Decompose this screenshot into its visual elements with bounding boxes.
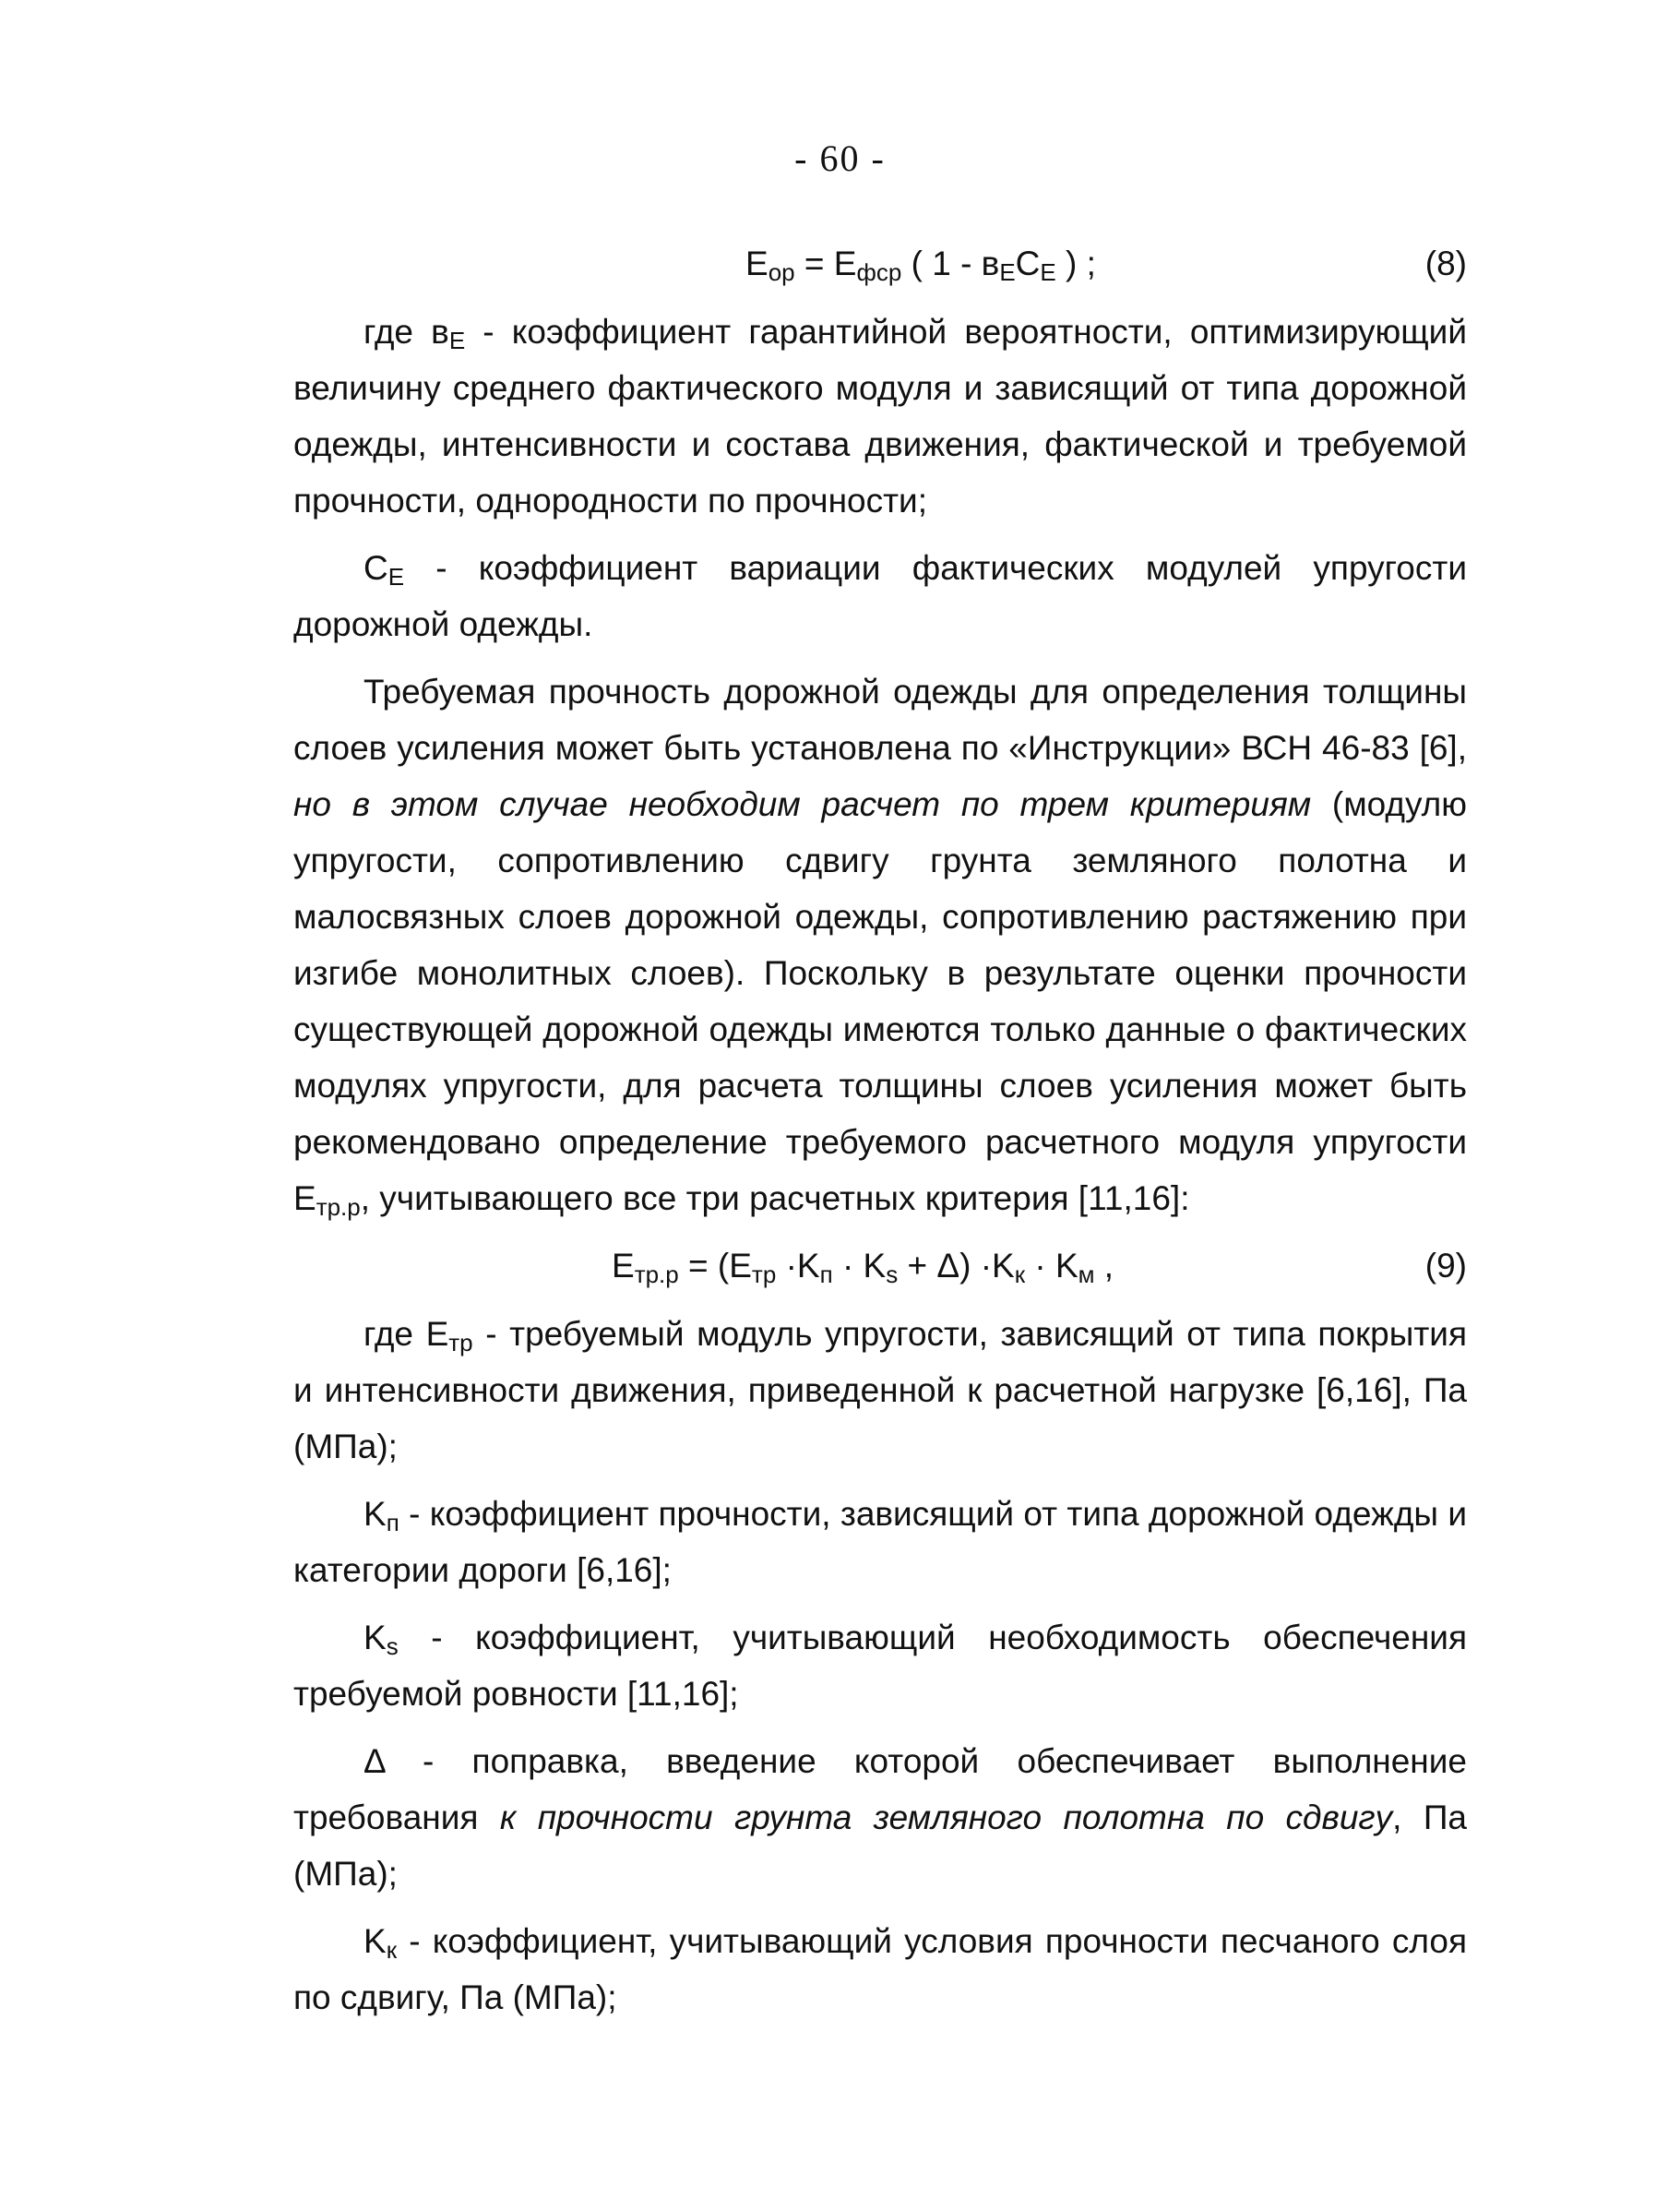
formula-8-mid2-sub: E	[1040, 258, 1056, 286]
definition-be-text: - коэффициент гарантийной вероятности, оптимизирующий величину среднего фактического модуля и зависящий от типа дорожной одежды, интенсивности и состава движения, фактической и требуемой прочности, однородности по прочности;	[293, 313, 1467, 520]
formula-9-d: · K	[832, 1247, 887, 1285]
formula-8	[293, 235, 1467, 293]
definition-kk-prefix: K	[363, 1922, 387, 1960]
definition-kk-sub: к	[386, 1936, 398, 1964]
definition-delta	[293, 1733, 1467, 1902]
formula-8-rhs-sub: фср	[856, 258, 902, 286]
formula-8-number: (8)	[1424, 245, 1467, 282]
formula-9-a: E	[612, 1247, 635, 1285]
definition-etr-sub: тр	[448, 1329, 473, 1356]
definition-etr	[293, 1306, 1467, 1475]
formula-8-mid: ( 1 - в	[901, 245, 1000, 282]
formula-9-expression	[612, 1237, 1114, 1294]
page-number: - 60 -	[794, 137, 886, 179]
definition-ce-sub: E	[387, 563, 405, 591]
definition-ks-prefix: K	[363, 1619, 387, 1656]
main-paragraph-text-before: Требуемая прочность дорожной одежды для определения толщины слоев усиления может быть установлена по «Инструкции» ВСН 46-83 [6],	[293, 673, 1467, 767]
definition-kp-sub: п	[386, 1509, 399, 1536]
formula-8-expression	[745, 235, 1096, 292]
definition-be-sub: E	[448, 327, 466, 354]
formula-8-eq: = E	[794, 245, 857, 282]
formula-8-lhs-sub: ор	[768, 258, 795, 286]
definition-delta-italic: к прочности грунта земляного полотна по сдвигу	[499, 1799, 1393, 1836]
formula-9-f: · K	[1025, 1247, 1078, 1285]
formula-9-d-sub: s	[886, 1261, 899, 1288]
definition-ce-prefix: C	[363, 549, 388, 587]
formula-8-mid-sub: E	[999, 258, 1016, 286]
definition-etr-prefix: где E	[363, 1315, 449, 1353]
definition-ce-text: - коэффициент вариации фактических модулей упругости дорожной одежды.	[293, 549, 1467, 643]
formula-9-a-sub: тр.р	[634, 1261, 679, 1288]
formula-9-e-sub: к	[1014, 1261, 1026, 1288]
definition-delta-text-after: , Па (МПа);	[293, 1799, 1468, 1893]
definition-kk-text: - коэффициент, учитывающий условия прочности песчаного слоя по сдвигу, Па (МПа);	[293, 1922, 1467, 2016]
main-paragraph-italic: но в этом случае необходим расчет по трем критериям	[293, 785, 1312, 823]
definition-ks	[293, 1609, 1467, 1722]
definition-ks-text: - коэффициент, учитывающий необходимость обеспечения требуемой ровности [11,16];	[293, 1619, 1467, 1713]
definition-be-prefix: где в	[363, 313, 449, 351]
formula-9-c-sub: п	[819, 1261, 833, 1288]
definition-be	[293, 304, 1467, 529]
formula-8-close: ) ;	[1055, 245, 1096, 282]
definition-ce	[293, 540, 1467, 652]
main-paragraph	[293, 663, 1467, 1226]
formula-9-number: (9)	[1424, 1247, 1467, 1285]
main-paragraph-text-after: (модулю упругости, сопротивлению сдвигу грунта земляного полотна и малосвязных слоев дорожной одежды, сопротивлению растяжению при изгибе монолитных слоев). Поскольку в результате оценки прочности существующей дорожной одежды имеются только данные о фактических модулях упругости, для расчета толщины слоев усиления может быть рекомендовано определение требуемого расчетного модуля упругости E	[293, 785, 1468, 1217]
main-paragraph-sub: тр.р	[316, 1193, 361, 1221]
definition-kk	[293, 1913, 1467, 2026]
formula-9-g: ,	[1094, 1247, 1114, 1285]
formula-9-b-sub: тр	[751, 1261, 777, 1288]
definition-kp-prefix: K	[363, 1495, 387, 1533]
definition-kp	[293, 1486, 1467, 1598]
formula-9-f-sub: м	[1078, 1261, 1095, 1288]
definition-kp-text: - коэффициент прочности, зависящий от типа дорожной одежды и категории дороги [6,16];	[293, 1495, 1467, 1589]
formula-8-lhs: E	[745, 245, 769, 282]
formula-9-b: = (E	[678, 1247, 752, 1285]
formula-9-e: + Δ) ·K	[898, 1247, 1015, 1285]
definition-delta-text-before: Δ - поправка, введение которой обеспечивает выполнение требования	[293, 1742, 1467, 1836]
definition-etr-text: - требуемый модуль упругости, зависящий от типа покрытия и интенсивности движения, приведенной к расчетной нагрузке [6,16], Па (МПа);	[293, 1315, 1467, 1465]
main-paragraph-text-end: , учитывающего все три расчетных критерия [11,16]:	[360, 1179, 1190, 1217]
definition-ks-sub: s	[386, 1632, 399, 1660]
formula-8-mid2: C	[1015, 245, 1041, 282]
formula-9-c: ·K	[776, 1247, 820, 1285]
page-content	[293, 235, 1467, 2037]
formula-9	[293, 1237, 1467, 1295]
